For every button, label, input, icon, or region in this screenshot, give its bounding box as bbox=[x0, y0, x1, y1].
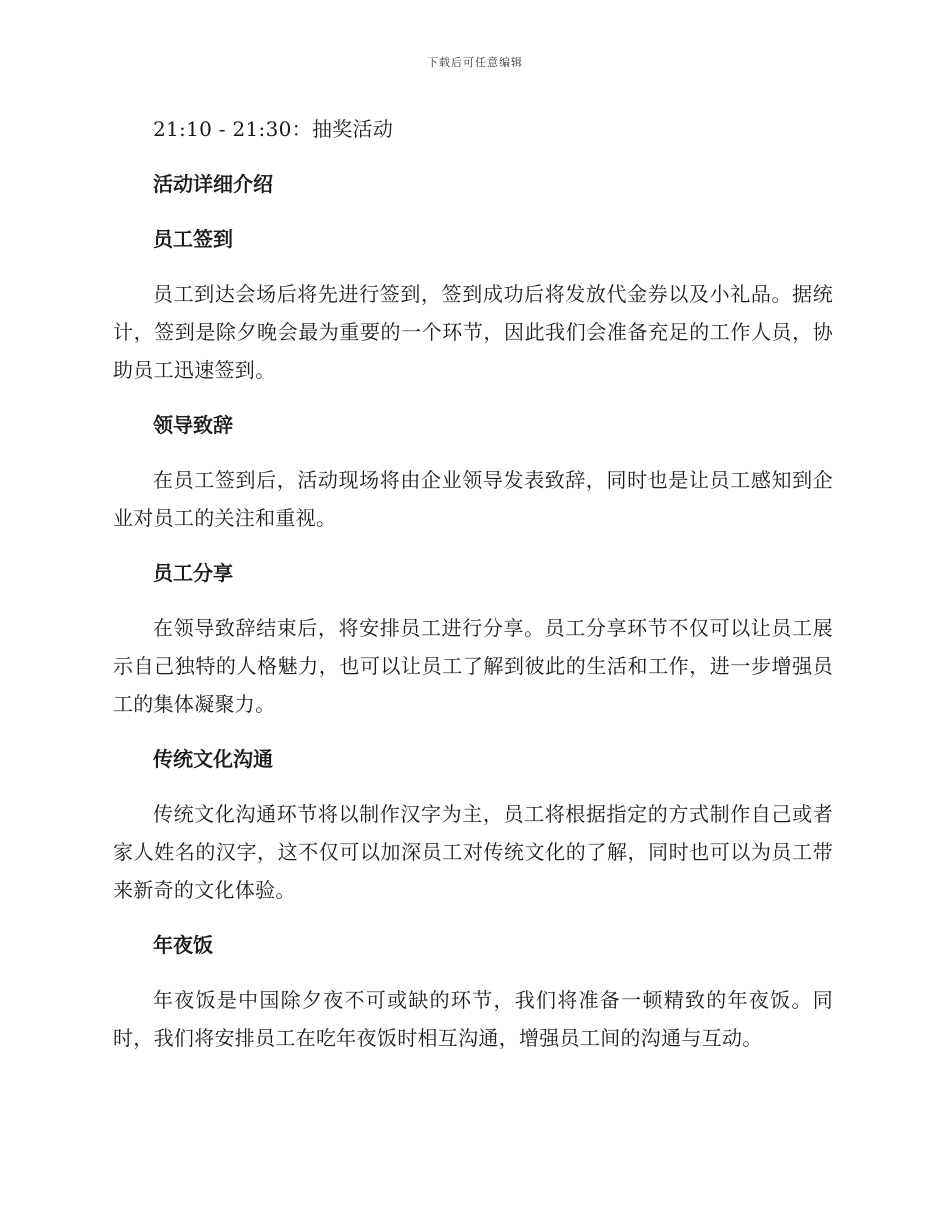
page-header: 下载后可任意编辑 bbox=[427, 56, 523, 69]
section-heading-speech: 领导致辞 bbox=[153, 413, 233, 437]
section-heading-intro: 活动详细介绍 bbox=[153, 172, 273, 196]
paragraph-speech: 在员工签到后，活动现场将由企业领导发表致辞，同时也是让员工感知到企业对员工的关注和重视。 bbox=[113, 468, 833, 530]
section-heading-share: 员工分享 bbox=[153, 561, 233, 585]
paragraph-checkin: 员工到达会场后将先进行签到，签到成功后将发放代金券以及小礼品。据统计，签到是除夕晚会最为重要的一个环节，因此我们会准备充足的工作人员，协助员工迅速签到。 bbox=[113, 282, 833, 382]
schedule-line: 21:10 - 21:30：抽奖活动 bbox=[153, 117, 394, 141]
paragraph-share: 在领导致辞结束后，将安排员工进行分享。员工分享环节不仅可以让员工展示自己独特的人格魅力，也可以让员工了解到彼此的生活和工作，进一步增强员工的集体凝聚力。 bbox=[113, 616, 833, 716]
section-heading-culture: 传统文化沟通 bbox=[153, 747, 273, 771]
section-heading-checkin: 员工签到 bbox=[153, 227, 233, 251]
section-heading-dinner: 年夜饭 bbox=[153, 933, 213, 957]
paragraph-culture: 传统文化沟通环节将以制作汉字为主，员工将根据指定的方式制作自己或者家人姓名的汉字，这不仅可以加深员工对传统文化的了解，同时也可以为员工带来新奇的文化体验。 bbox=[113, 802, 833, 902]
document-body bbox=[113, 110, 833, 1074]
paragraph-dinner: 年夜饭是中国除夕夜不可或缺的环节，我们将准备一顿精致的年夜饭。同时，我们将安排员工在吃年夜饭时相互沟通，增强员工间的沟通与互动。 bbox=[113, 988, 833, 1050]
